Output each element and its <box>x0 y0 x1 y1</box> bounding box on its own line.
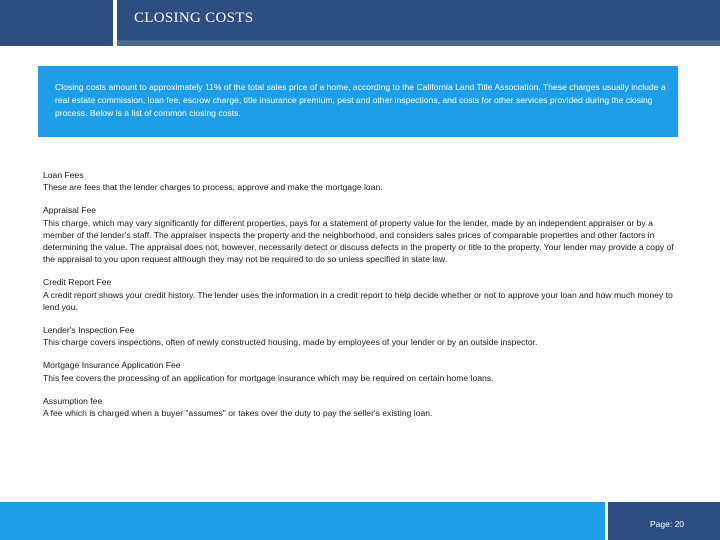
footer-bar <box>0 502 605 540</box>
section-mortgage-insurance-fee <box>43 359 679 383</box>
section-body: A fee which is charged when a buyer "assumes" or takes over the duty to pay the seller's existing loan. <box>43 408 433 419</box>
section-appraisal-fee <box>43 204 679 265</box>
page-number: Page: 20 <box>650 519 685 529</box>
section-body: These are fees that the lender charges to process, approve and make the mortgage loan. <box>43 182 383 193</box>
section-body: A credit report shows your credit history. The lender uses the information in a credit report to help decide whether or not to approve your loan and how much money to lend you. <box>43 289 673 312</box>
section-loan-fees <box>43 169 679 193</box>
section-lenders-inspection-fee <box>43 324 679 348</box>
sections-list <box>43 169 679 430</box>
section-title: Assumption fee <box>43 395 103 406</box>
section-title: Lender's Inspection Fee <box>43 325 135 336</box>
header-rule <box>117 40 720 46</box>
section-body: This charge covers inspections, often of newly constructed housing, made by employees of your lender or by an outside inspector. <box>43 337 538 348</box>
intro-text: Closing costs amount to approximately 11% of the total sales price of a home, according to the California Land Title Association. These charges usually include a real estate commission, loan fee, escrow charge, title insurance premium, pest and other inspections, and costs for other services provided during the closing process. Below is a list of common closing costs. <box>55 82 666 118</box>
section-title: Appraisal Fee <box>43 205 97 216</box>
section-title: Loan Fees <box>43 170 84 180</box>
header-block-left <box>0 0 113 46</box>
section-body: This charge, which may vary significantly for different properties, pays for a statement of property value for the lender, made by an independent appraiser or by a member of the lender's staff. The appraiser inspects the property and the neighborhood, and considers sales prices of comparable properties and other factors in determining the value. The appraisal does not, however, necessarily detect or discuss defects in the property or title to the property. Your lender may provide a copy of the appraisal to you upon request although they may not be required to do so unless specified in state law. <box>43 217 674 265</box>
section-body: This fee covers the processing of an application for mortgage insurance which may be required on certain home loans. <box>43 372 494 383</box>
section-assumption-fee <box>43 395 679 419</box>
page-title: CLOSING COSTS <box>134 10 254 26</box>
section-title: Mortgage Insurance Application Fee <box>43 360 181 371</box>
section-title: Credit Report Fee <box>43 277 112 288</box>
section-credit-report-fee <box>43 276 679 313</box>
